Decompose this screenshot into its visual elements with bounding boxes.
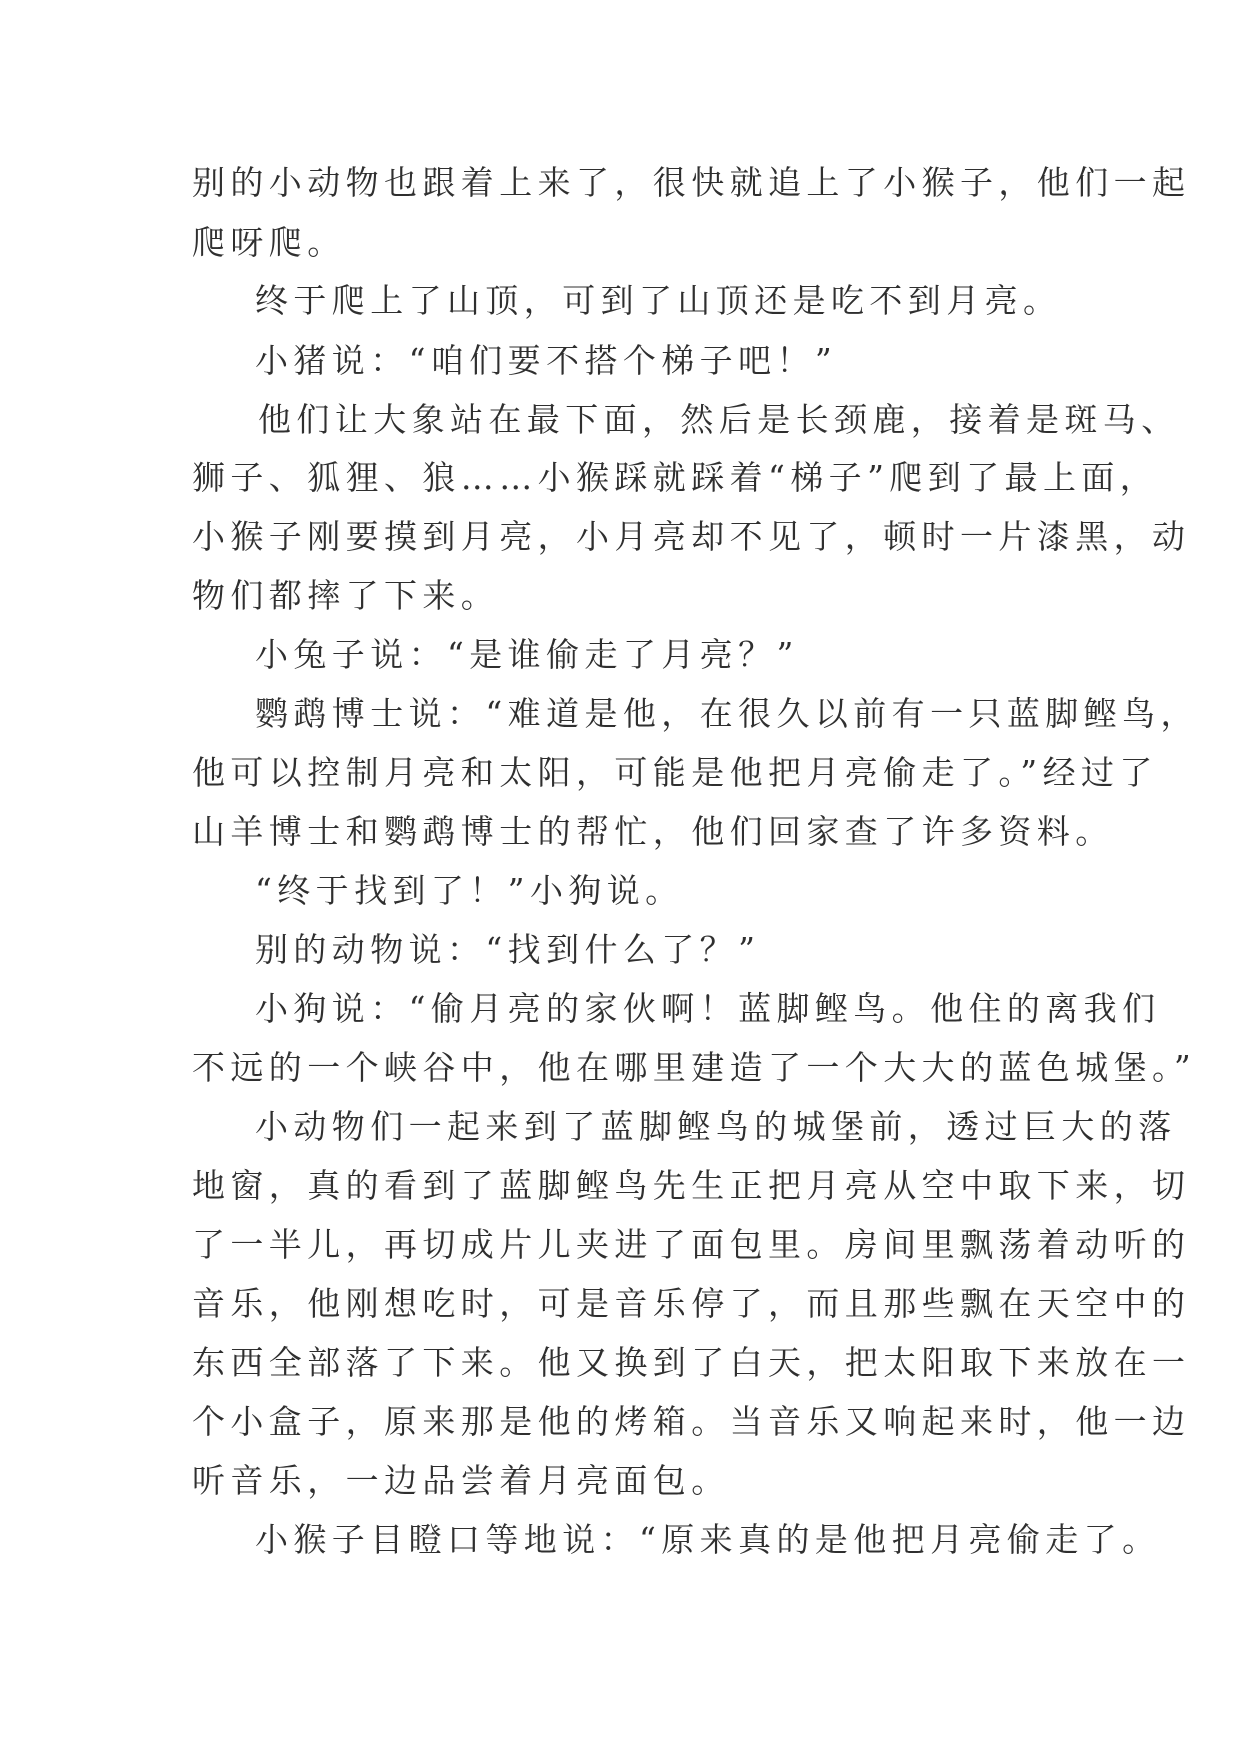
text-line: 别的动物说：“找到什么了？”: [255, 930, 761, 969]
text-line: 小狗说：“偷月亮的家伙啊！蓝脚鲣鸟。他住的离我们: [255, 989, 1161, 1028]
text-line: 地窗，真的看到了蓝脚鲣鸟先生正把月亮从空中取下来，切: [192, 1166, 1191, 1205]
text-line: 狮子、狐狸、狼……小猴踩就踩着“梯子”爬到了最上面，: [192, 458, 1159, 497]
text-line: 了一半儿，再切成片儿夹进了面包里。房间里飘荡着动听的: [192, 1225, 1191, 1264]
text-line: 小猪说：“咱们要不搭个梯子吧！”: [255, 341, 838, 380]
text-line: 他们让大象站在最下面，然后是长颈鹿，接着是斑马、: [258, 400, 1180, 439]
text-line: 东西全部落了下来。他又换到了白天，把太阳取下来放在一: [192, 1343, 1191, 1382]
text-line: 个小盒子，原来那是他的烤箱。当音乐又响起来时，他一边: [192, 1402, 1191, 1441]
text-line: 终于爬上了山顶，可到了山顶还是吃不到月亮。: [255, 281, 1062, 320]
text-line: 听音乐，一边品尝着月亮面包。: [192, 1461, 730, 1500]
text-line: 小猴子刚要摸到月亮，小月亮却不见了，顿时一片漆黑，动: [192, 517, 1191, 556]
text-line: 小猴子目瞪口等地说：“原来真的是他把月亮偷走了。: [255, 1520, 1161, 1559]
text-line: 别的小动物也跟着上来了，很快就追上了小猴子，他们一起: [192, 163, 1191, 202]
text-line: 鹦鹉博士说：“难道是他，在很久以前有一只蓝脚鲣鸟，: [255, 694, 1199, 733]
text-line: 爬呀爬。: [192, 223, 346, 262]
text-line: 小兔子说：“是谁偷走了月亮？”: [255, 635, 799, 674]
text-line: “终于找到了！”小狗说。: [255, 871, 684, 910]
text-line: 他可以控制月亮和太阳，可能是他把月亮偷走了。”经过了: [192, 753, 1158, 792]
text-line: 物们都摔了下来。: [192, 576, 500, 615]
text-line: 山羊博士和鹦鹉博士的帮忙，他们回家查了许多资料。: [192, 812, 1114, 851]
text-line: 小动物们一起来到了蓝脚鲣鸟的城堡前，透过巨大的落: [255, 1107, 1177, 1146]
text-line: 音乐，他刚想吃时，可是音乐停了，而且那些飘在天空中的: [192, 1284, 1191, 1323]
text-line: 不远的一个峡谷中，他在哪里建造了一个大大的蓝色城堡。”: [192, 1048, 1197, 1087]
